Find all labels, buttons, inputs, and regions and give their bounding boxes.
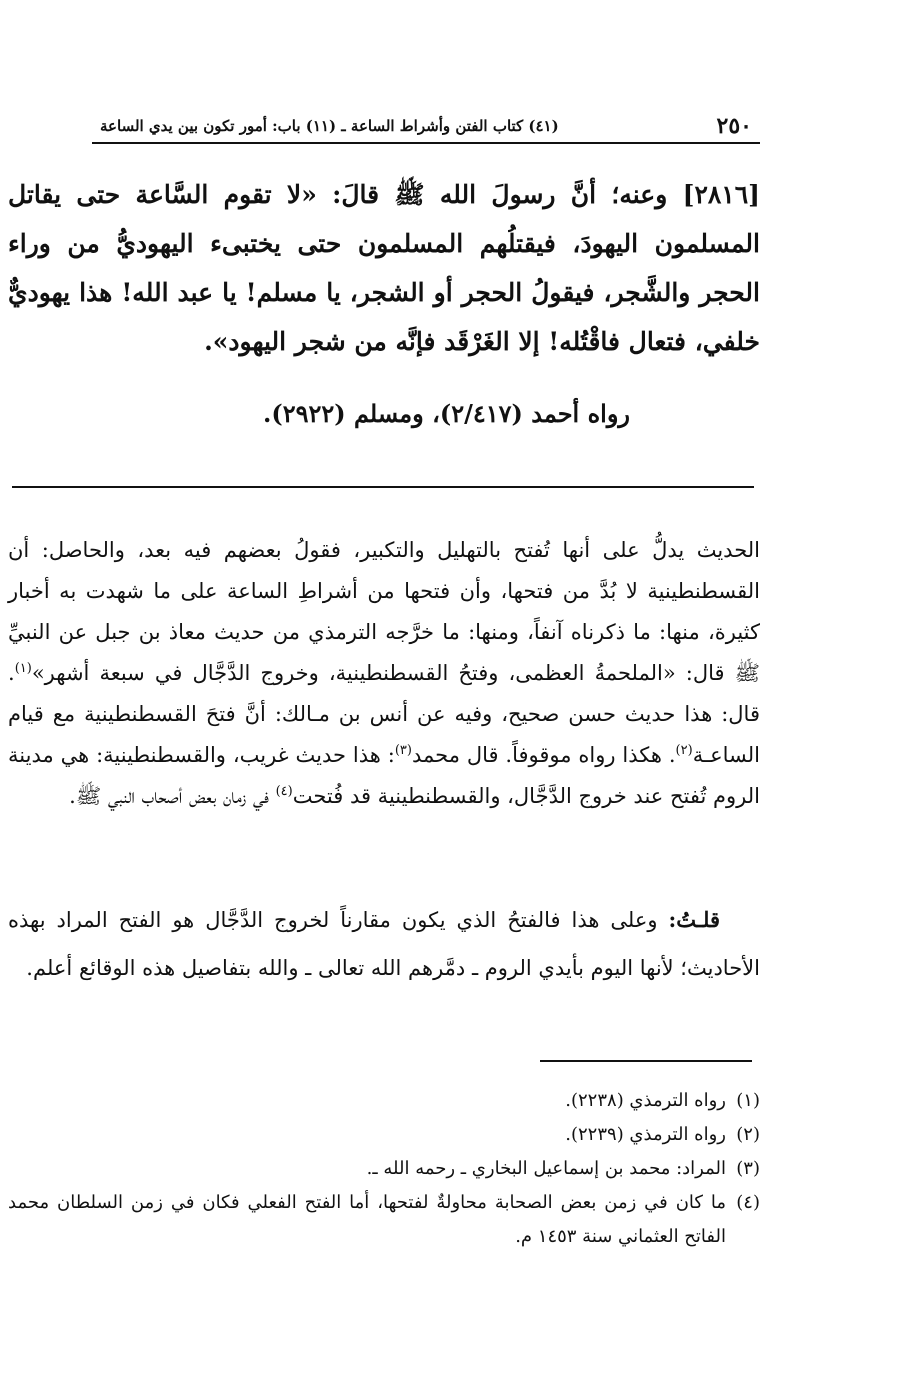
footnote-number: (٢) [736,1124,760,1145]
footnote [8,1084,760,1118]
commentary-text-part: : هذا حديث غريب، والقسطنطينية: هي مدينة الروم تُفتح عند خروج الدَّجَّال، والقسطنطينية قد فُتحت [8,743,760,808]
footnote-divider [540,1060,752,1062]
footnote-ref-3: (٣) [394,743,412,758]
section-divider [12,486,754,488]
remark-text: وعلى هذا فالفتحُ الذي يكون مقارناً لخروج الدَّجَّال هو الفتح المراد بهذه الأحاديث؛ لأنها اليوم بأيدي الروم ـ دمَّرهم الله تعالى ـ والله بتفاصيل هذه الوقائع أعلم. [8,908,760,980]
footnote [8,1118,760,1152]
hadith-source: رواه أحمد (٢/٤١٧)، ومسلم (٢٩٢٢). [262,399,630,428]
hadith-text: وعنه؛ أنَّ رسولَ الله ﷺ قالَ: «لا تقوم السَّاعة حتى يقاتل المسلمون اليهودَ، فيقتلُهم المسلمون حتى يختبىء اليهوديُّ من وراء الحجر والشَّجر، فيقولُ الحجر أو الشجر، يا مسلم! يا عبد الله! هذا يهوديٌّ خلفي، فتعال فاقْتُله! إلا الغَرْقَد فإنَّه من شجر اليهود». [8,180,760,356]
footnote-text: رواه الترمذي (٢٢٣٩). [565,1124,726,1145]
hadith-number: [٢٨١٦] [682,180,760,209]
commentary-text-part: . قال: هذا حديث حسن صحيح، وفيه عن أنس بن مـالك: أنَّ فتحَ القسطنطينية مع قيام الساعـة [8,661,760,767]
footnote-text: المراد: محمد بن إسماعيل البخاري ـ رحمه الله ـ. [366,1158,726,1179]
author-remark-paragraph [8,896,760,992]
remark-lead: قلـتُ: [668,907,720,932]
footnote-text: رواه الترمذي (٢٢٣٨). [565,1090,726,1111]
hadith-block [8,170,760,366]
commentary-text-part: الحديث يدلُّ على أنها تُفتح بالتهليل والتكبير، فقولُ بعضهم فيه بعد، والحاصل: أن القسطنطينية لا بُدَّ من فتحها، وأن فتحها من أشراطِ الساعة على ما شهدت به أخبار كثيرة، منها: ما ذكرناه آنفاً، ومنها: ما خرَّجه الترمذي من حديث معاذ بن جبل عن النبيِّ ﷺ قال: «الملحمةُ العظمى، وفتحُ القسطنطينية، وخروج الدَّجَّال في سبعة أشهر» [8,538,760,685]
footnote-ref-2: (٢) [675,743,693,758]
footnote-ref-4: (٤) [275,784,293,799]
commentary-text-part: في زمان بعض أصحاب النبي ﷺ. [69,784,276,808]
footnote-text: ما كان في زمن بعض الصحابة محاولةٌ لفتحها، أما الفتح الفعلي فكان في زمن السلطان محمد الفاتح العثماني سنة ١٤٥٣ م. [8,1192,726,1247]
footnote-ref-1: (١) [14,661,32,676]
commentary-text-part: . هكذا رواه موقوفاً. قال محمد [411,743,676,767]
page-header [92,110,760,144]
commentary-paragraph [8,530,760,817]
footnote-number: (٣) [736,1158,760,1179]
footnote-number: (٤) [736,1192,760,1213]
running-title: (٤١) كتاب الفتن وأشراط الساعة ـ (١١) باب: أمور تكون بين يدي الساعة [100,117,559,135]
page-number: ٢٥٠ [716,113,752,139]
footnote [8,1186,760,1254]
footnote [8,1152,760,1186]
footnotes-list [8,1084,760,1254]
footnote-number: (١) [736,1090,760,1111]
